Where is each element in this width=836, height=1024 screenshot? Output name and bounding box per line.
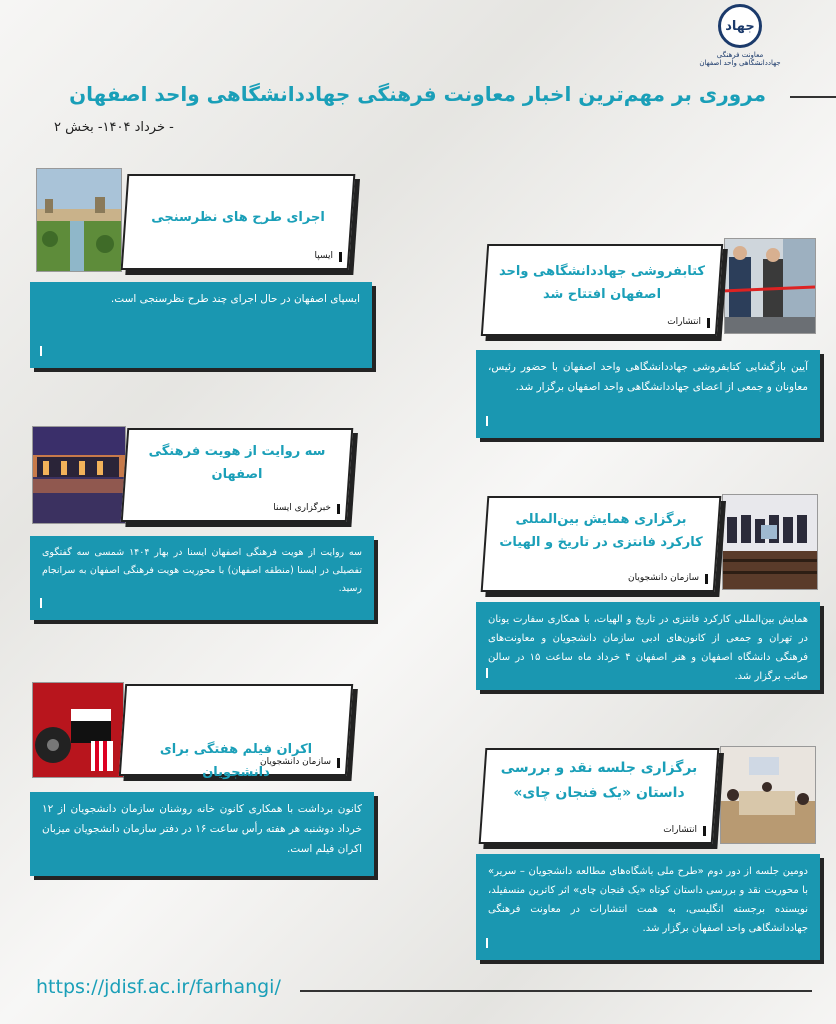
bar-marker [486, 668, 488, 678]
news-body-box: دومین جلسه از دور دوم «طرح ملی باشگاه‌های مطالعه دانشجویان – سریر» با محوریت نقد و بررسی داستان کوتاه «یک فنجان چای» اثر کاترین منسفیلد، نویسنده برجسته انگلیسی، به همت انتشارات در معاونت فرهنگی جهاددانشگاهی واحد اصفهان برگزار شد. [476, 854, 820, 960]
news-source: انتشارات [667, 318, 710, 328]
news-headline: سه روایت از هویت فرهنگی اصفهان [148, 444, 326, 483]
footer-divider [300, 990, 812, 992]
news-source: سازمان دانشجویان [628, 574, 708, 584]
news-body-box: کانون برداشت با همکاری کانون خانه روشنان سازمان دانشجویان از ۱۲ خرداد دوشنبه هر هفته رأس ساعت ۱۶ در دفتر سازمان دانشجویان میزبان اکران فیلم است. [30, 792, 374, 876]
bar-marker [486, 938, 488, 948]
bar-marker [40, 346, 42, 356]
news-body-box: سه روایت از هویت فرهنگی اصفهان ایسنا در بهار ۱۴۰۴ شمسی سه گفتگوی تفصیلی در ایسنا (منطقه اصفهان) با محوریت هویت فرهنگی اصفهان به سرانجام رسید. [30, 536, 374, 620]
news-source: ایسپا [315, 252, 343, 262]
news-headline-box [479, 748, 720, 844]
bar-marker [40, 598, 42, 608]
news-photo [32, 682, 124, 778]
news-headline-box [121, 428, 354, 522]
bar-marker [486, 416, 488, 426]
news-photo [722, 494, 818, 590]
news-photo [36, 168, 122, 272]
news-body-box: آیین بازگشایی کتابفروشی جهاددانشگاهی واحد اصفهان با حضور رئیس، معاونان و جمعی از اعضای جهاددانشگاهی واحد اصفهان برگزار شد. [476, 350, 820, 438]
news-photo [720, 746, 816, 844]
news-photo [724, 238, 816, 334]
news-photo [32, 426, 126, 524]
news-headline: اجرای طرح های نظرسنجی [151, 210, 325, 225]
logo [696, 4, 784, 74]
news-headline-box [481, 244, 723, 336]
news-source: سازمان دانشجویان [260, 758, 340, 768]
news-headline-box [119, 684, 353, 781]
website-link[interactable]: https://jdisf.ac.ir/farhangi/ [36, 976, 281, 998]
page-subtitle: - خرداد ۱۴۰۴- بخش ۲ [54, 120, 174, 135]
news-source: انتشارات [663, 826, 706, 836]
jahad-logo-icon: جهاد [718, 4, 762, 48]
page-title: مروری بر مهم‌ترین اخبار معاونت فرهنگی جهاددانشگاهی واحد اصفهان [69, 82, 766, 106]
news-headline: برگزاری همایش بین‌المللی کارکرد فانتزی در تاریخ و الهیات [499, 512, 703, 551]
logo-subtitle: معاونت فرهنگی جهاددانشگاهی واحد اصفهان [699, 51, 781, 68]
news-headline-box [481, 496, 722, 592]
news-source: خبرگزاری ایسنا [273, 504, 340, 514]
news-body-box: ایسپای اصفهان در حال اجرای چند طرح نظرسنجی است. [30, 282, 372, 368]
title-divider [790, 96, 836, 98]
news-headline: برگزاری جلسه نقد و بررسی داستان «یک فنجان چای» [500, 760, 698, 802]
news-headline-box [121, 174, 356, 270]
news-body-box: همایش بین‌المللی کارکرد فانتزی در تاریخ و الهیات، با همکاری سفارت یونان در تهران و جمعی از کانون‌های ادبی سازمان دانشجویان و معاونت‌های فرهنگی دانشگاه اصفهان و هنر اصفهان ۴ خرداد ماه ساعت ۱۵ در سالن صائب برگزار شد. [476, 602, 820, 690]
news-headline: اکران فیلم هفتگی برای دانشجویان [159, 742, 313, 781]
news-headline: کتابفروشی جهاددانشگاهی واحد اصفهان افتتاح شد [499, 264, 705, 303]
